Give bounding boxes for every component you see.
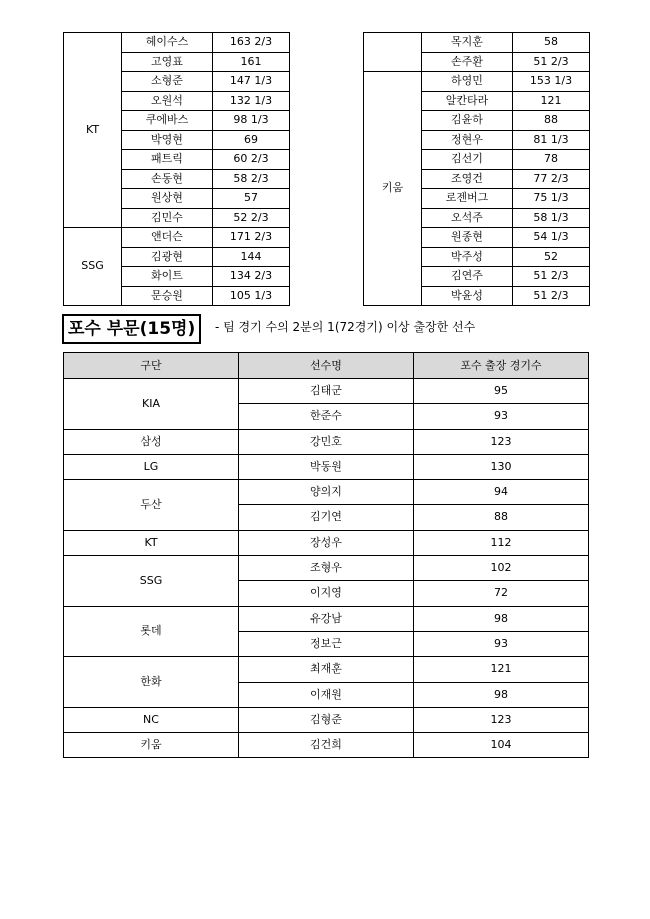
pitcher-innings-table-left — [63, 32, 290, 306]
player-name: 김민수 — [122, 208, 213, 228]
player-name: 이지영 — [239, 581, 414, 606]
team-cell: 롯데 — [64, 606, 239, 657]
innings-value: 78 — [513, 150, 590, 170]
player-name: 강민호 — [239, 429, 414, 454]
innings-value: 60 2/3 — [213, 150, 290, 170]
innings-value: 51 2/3 — [513, 286, 590, 306]
player-name: 조형우 — [239, 556, 414, 581]
games-value: 112 — [414, 530, 589, 555]
innings-value: 52 — [513, 247, 590, 267]
innings-value: 153 1/3 — [513, 72, 590, 92]
team-cell: 삼성 — [64, 429, 239, 454]
games-value: 121 — [414, 657, 589, 682]
section-subtitle: - 팀 경기 수의 2분의 1(72경기) 이상 출장한 선수 — [215, 320, 476, 334]
games-value: 72 — [414, 581, 589, 606]
player-name: 정보근 — [239, 631, 414, 656]
player-name: 김광현 — [122, 247, 213, 267]
innings-value: 51 2/3 — [513, 52, 590, 72]
player-name: 김선기 — [422, 150, 513, 170]
team-cell: KIA — [64, 379, 239, 430]
innings-value: 121 — [513, 91, 590, 111]
innings-value: 52 2/3 — [213, 208, 290, 228]
table-row — [64, 606, 589, 631]
player-name: 원상현 — [122, 189, 213, 209]
innings-value: 98 1/3 — [213, 111, 290, 131]
games-value: 130 — [414, 454, 589, 479]
team-cell: 한화 — [64, 657, 239, 708]
innings-value: 51 2/3 — [513, 267, 590, 287]
player-name: 이재원 — [239, 682, 414, 707]
games-value: 102 — [414, 556, 589, 581]
innings-value: 58 2/3 — [213, 169, 290, 189]
innings-value: 105 1/3 — [213, 286, 290, 306]
player-name: 양의지 — [239, 480, 414, 505]
games-value: 104 — [414, 733, 589, 758]
catcher-games-table — [63, 352, 589, 758]
player-name: 김기연 — [239, 505, 414, 530]
innings-value: 58 — [513, 33, 590, 53]
innings-value: 81 1/3 — [513, 130, 590, 150]
innings-value: 58 1/3 — [513, 208, 590, 228]
player-name: 한준수 — [239, 404, 414, 429]
player-name: 장성우 — [239, 530, 414, 555]
games-value: 94 — [414, 480, 589, 505]
innings-value: 77 2/3 — [513, 169, 590, 189]
team-cell: NC — [64, 707, 239, 732]
player-name: 하영민 — [422, 72, 513, 92]
player-name: 오석주 — [422, 208, 513, 228]
section-title: 포수 부문(15명) — [62, 314, 201, 344]
player-name: 김연주 — [422, 267, 513, 287]
player-name: 소형준 — [122, 72, 213, 92]
table-row — [64, 556, 589, 581]
table-row — [64, 454, 589, 479]
games-value: 98 — [414, 682, 589, 707]
player-name: 화이트 — [122, 267, 213, 287]
games-value: 93 — [414, 631, 589, 656]
player-name: 박영현 — [122, 130, 213, 150]
player-name: 헤이수스 — [122, 33, 213, 53]
player-name: 최재훈 — [239, 657, 414, 682]
table-row — [64, 480, 589, 505]
innings-value: 147 1/3 — [213, 72, 290, 92]
player-name: 오원석 — [122, 91, 213, 111]
header-games: 포수 출장 경기수 — [414, 353, 589, 379]
team-cell: 키움 — [64, 733, 239, 758]
header-player: 선수명 — [239, 353, 414, 379]
team-cell: LG — [64, 454, 239, 479]
innings-value: 163 2/3 — [213, 33, 290, 53]
innings-value: 161 — [213, 52, 290, 72]
player-name: 김건희 — [239, 733, 414, 758]
table-row — [64, 733, 589, 758]
player-name: 손주환 — [422, 52, 513, 72]
player-name: 앤더슨 — [122, 228, 213, 248]
table-row — [64, 429, 589, 454]
table-row — [64, 379, 589, 404]
innings-value: 88 — [513, 111, 590, 131]
innings-value: 132 1/3 — [213, 91, 290, 111]
player-name: 김형준 — [239, 707, 414, 732]
team-cell: KT — [64, 530, 239, 555]
player-name: 목지훈 — [422, 33, 513, 53]
games-value: 98 — [414, 606, 589, 631]
player-name: 쿠에바스 — [122, 111, 213, 131]
right-table-body — [364, 33, 590, 306]
player-name: 로젠버그 — [422, 189, 513, 209]
player-name: 고영표 — [122, 52, 213, 72]
table-row — [64, 228, 290, 248]
games-value: 93 — [414, 404, 589, 429]
header-team: 구단 — [64, 353, 239, 379]
team-cell: SSG — [64, 556, 239, 607]
player-name: 김태군 — [239, 379, 414, 404]
player-name: 정현우 — [422, 130, 513, 150]
innings-value: 144 — [213, 247, 290, 267]
player-name: 조영건 — [422, 169, 513, 189]
team-cell: SSG — [64, 228, 122, 306]
games-value: 123 — [414, 707, 589, 732]
team-cell: KT — [64, 33, 122, 228]
table-row — [64, 657, 589, 682]
player-name: 문승원 — [122, 286, 213, 306]
table-row — [64, 33, 290, 53]
player-name: 박윤성 — [422, 286, 513, 306]
player-name: 박동원 — [239, 454, 414, 479]
player-name: 원종현 — [422, 228, 513, 248]
player-name: 패트릭 — [122, 150, 213, 170]
team-cell: 두산 — [64, 480, 239, 531]
innings-value: 134 2/3 — [213, 267, 290, 287]
pitcher-innings-table-right — [363, 32, 590, 306]
innings-value: 75 1/3 — [513, 189, 590, 209]
table-header-row — [64, 353, 589, 379]
left-table-body — [64, 33, 290, 306]
innings-value: 54 1/3 — [513, 228, 590, 248]
games-value: 123 — [414, 429, 589, 454]
table-row — [64, 707, 589, 732]
innings-value: 57 — [213, 189, 290, 209]
player-name: 김윤하 — [422, 111, 513, 131]
table-row — [64, 530, 589, 555]
team-cell: 키움 — [364, 72, 422, 306]
games-value: 88 — [414, 505, 589, 530]
player-name: 알칸타라 — [422, 91, 513, 111]
innings-value: 171 2/3 — [213, 228, 290, 248]
catcher-table-body — [64, 353, 589, 758]
innings-value: 69 — [213, 130, 290, 150]
games-value: 95 — [414, 379, 589, 404]
table-row — [364, 33, 590, 53]
team-cell — [364, 33, 422, 72]
player-name: 박주성 — [422, 247, 513, 267]
player-name: 유강남 — [239, 606, 414, 631]
player-name: 손동현 — [122, 169, 213, 189]
table-row — [364, 72, 590, 92]
